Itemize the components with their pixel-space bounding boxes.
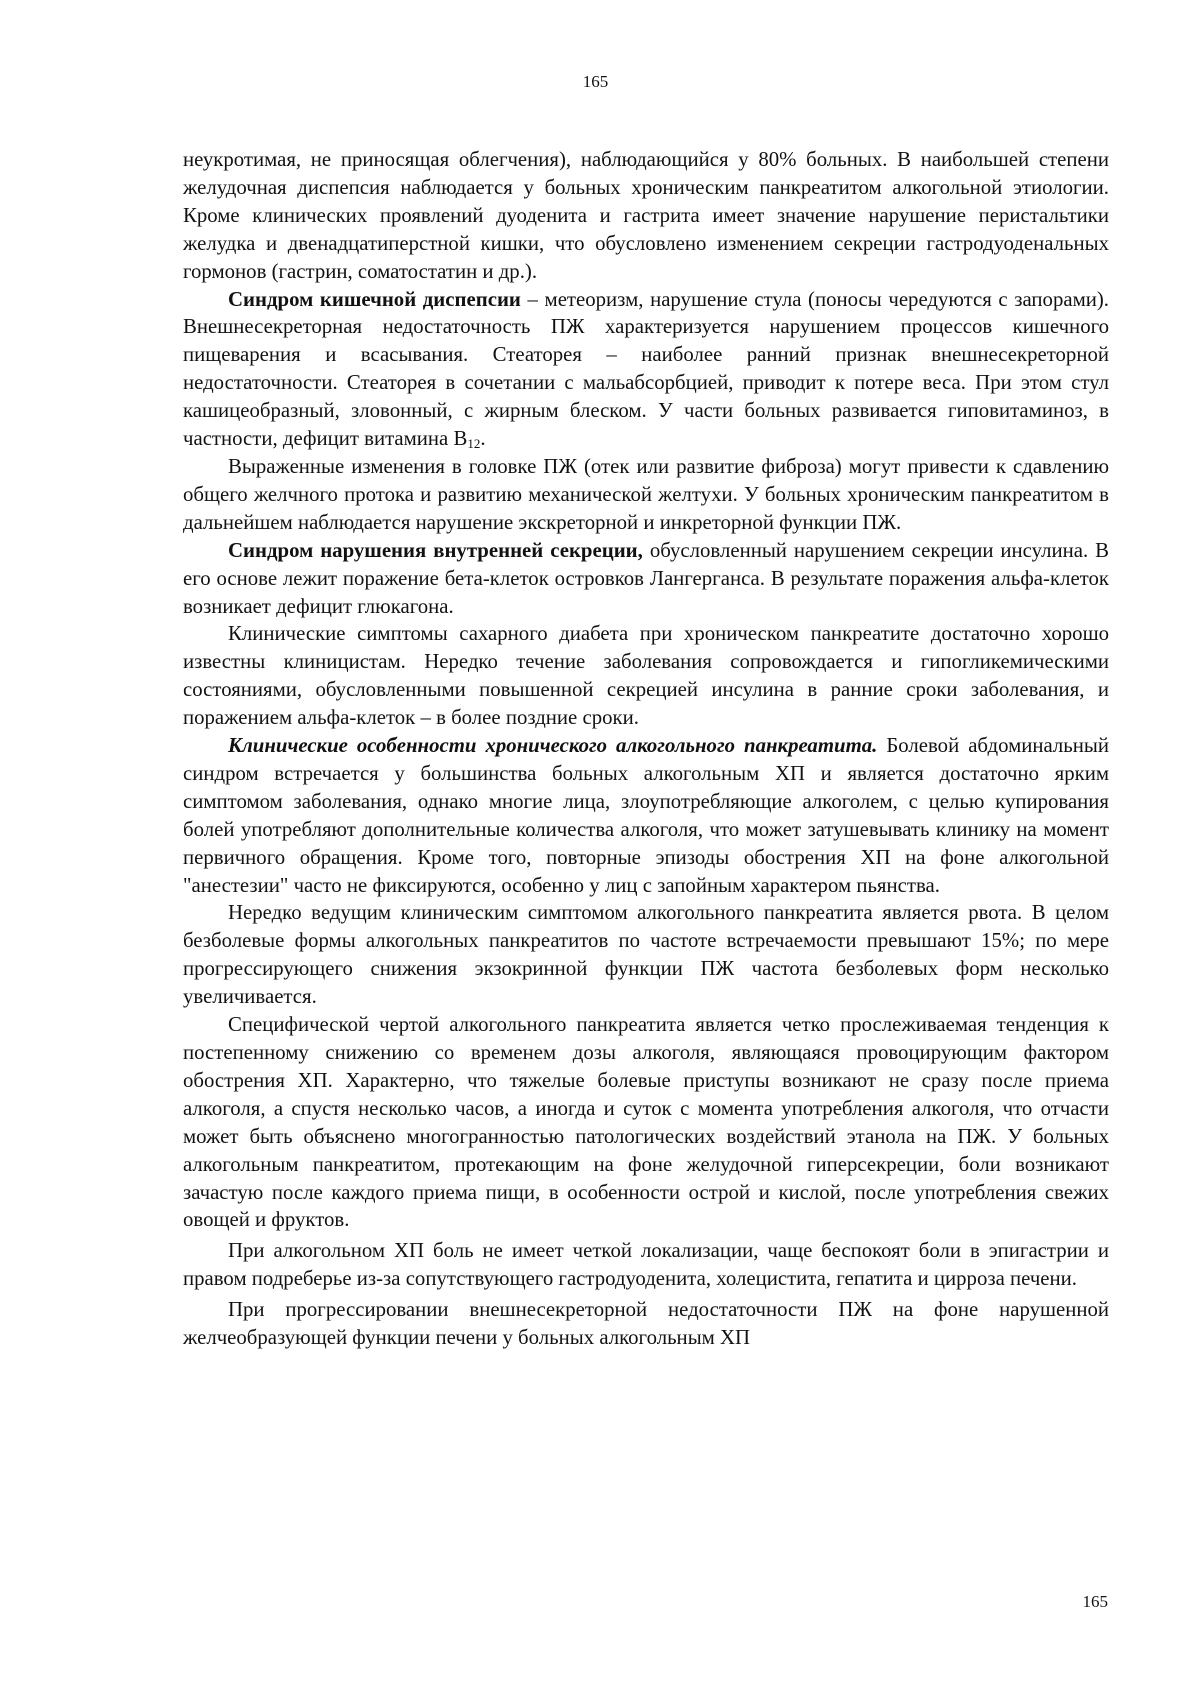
- heading-intestinal-dyspepsia: Синдром кишечной диспепсии: [228, 287, 521, 311]
- paragraph-4-text: обусловленный нарушением секреции инсулина. В его основе лежит поражение бета-клеток островков Лангерганса. В результате поражения альфа-клеток возникает дефицит глюкагона.: [183, 538, 1109, 618]
- paragraph-3: Выраженные изменения в головке ПЖ (отек или развитие фиброза) могут привести к сдавлению общего желчного протока и развитию механической желтухи. У больных хроническим панкреатитом в дальнейшем наблюдается нарушение экскреторной и инкреторной функции ПЖ.: [183, 454, 1109, 534]
- paragraph-10: При прогрессировании внешнесекреторной недостаточности ПЖ на фоне нарушенной желчеобразующей функции печени у больных алкогольным ХП: [183, 1298, 1109, 1350]
- heading-alcoholic-pancreatitis: Клинические особенности хронического алкогольного панкреатита.: [228, 734, 878, 758]
- paragraph-6: [183, 732, 1109, 899]
- vitamin-subscript: 12: [467, 436, 481, 452]
- paragraph-2-end: .: [480, 427, 486, 451]
- document-body: [183, 146, 1109, 1352]
- paragraph-2-text: – метеоризм, нарушение стула (поносы чередуются с запорами). Внешнесекреторная недостаточность ПЖ характеризуется нарушением процессов кишечного пищеварения и всасывания. Стеаторея – наиболее ранний признак внешнесекреторной недостаточности. Стеаторея в сочетании с мальабсорбцией, приводит к потере веса. При этом стул кашицеобразный, зловонный, с жирным блеском. У части больных развивается гиповитаминоз, в частности, дефицит витамина В: [183, 287, 1109, 451]
- paragraph-1: неукротимая, не приносящая облегчения), наблюдающийся у 80% больных. В наибольшей степени желудочная диспепсия наблюдается у больных хроническим панкреатитом алкогольной этиологии. Кроме клинических проявлений дуоденита и гастрита имеет значение нарушение перистальтики желудка и двенадцатиперстной кишки, что обусловлено изменением секреции гастродуоденальных гормонов (гастрин, соматостатин и др.).: [183, 148, 1109, 283]
- page-number-top: 165: [582, 72, 609, 91]
- paragraph-4: [183, 537, 1109, 621]
- paragraph-5: Клинические симптомы сахарного диабета при хроническом панкреатите достаточно хорошо известны клиницистам. Нередко течение заболевания сопровождается и гипогликемическими состояниями, обусловленными повышенной секрецией инсулина в ранние сроки заболевания, и поражением альфа-клеток – в более поздние сроки.: [183, 622, 1109, 730]
- paragraph-7: Нередко ведущим клиническим симптомом алкогольного панкреатита является рвота. В целом безболевые формы алкогольных панкреатитов по частоте встречаемости превышают 15%; по мере прогрессирующего снижения экзокринной функции ПЖ частота безболевых форм несколько увеличивается.: [183, 901, 1109, 1009]
- page-number-bottom: 165: [1082, 1592, 1108, 1611]
- heading-internal-secretion: Синдром нарушения внутренней секреции,: [228, 538, 643, 562]
- paragraph-9: При алкогольном ХП боль не имеет четкой локализации, чаще беспокоят боли в эпигастрии и правом подреберье из-за сопутствующего гастродуоденита, холецистита, гепатита и цирроза печени.: [183, 1239, 1109, 1291]
- paragraph-8: Специфической чертой алкогольного панкреатита является четко прослеживаемая тенденция к постепенному снижению со временем дозы алкоголя, являющаяся провоцирующим фактором обострения ХП. Характерно, что тяжелые болевые приступы возникают не сразу после приема алкоголя, а спустя несколько часов, а иногда и суток с момента употребления алкоголя, что отчасти может быть объяснено многогранностью патологических воздействий этанола на ПЖ. У больных алкогольным панкреатитом, протекающим на фоне желудочной гиперсекреции, боли возникают зачастую после каждого приема пищи, в особенности острой и кислой, после употребления свежих овощей и фруктов.: [183, 1013, 1109, 1232]
- paragraph-6-text: Болевой абдоминальный синдром встречается у большинства больных алкогольным ХП и является достаточно ярким симптомом заболевания, однако многие лица, злоупотребляющие алкоголем, с целью купирования болей употребляют дополнительные количества алкоголя, что может затушевывать клинику на момент первичного обращения. Кроме того, повторные эпизоды обострения ХП на фоне алкогольной "анестезии" часто не фиксируются, особенно у лиц с запойным характером пьянства.: [183, 734, 1109, 897]
- paragraph-2: [183, 286, 1109, 453]
